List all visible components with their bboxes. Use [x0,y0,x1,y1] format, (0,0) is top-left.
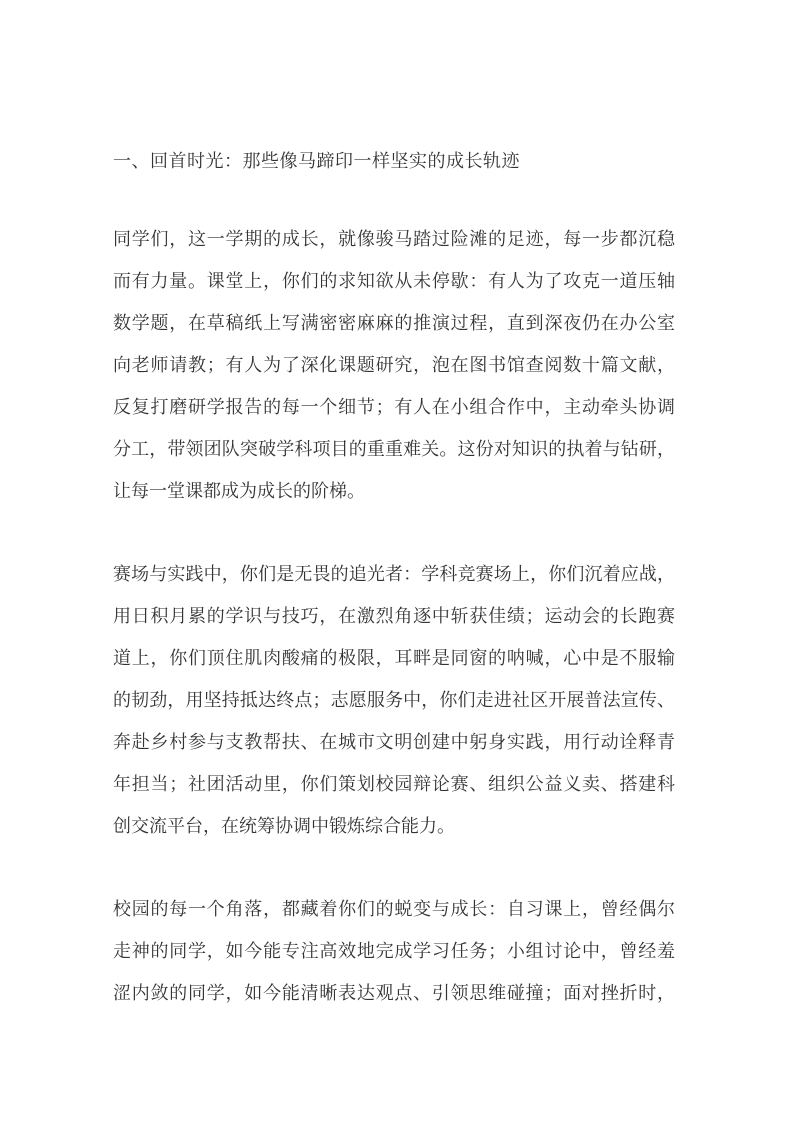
text-line: 奔赴乡村参与支教帮扶、在城市文明创建中躬身实践，用行动诠释青 [113,732,675,752]
text-line: 的韧劲，用坚持抵达终点；志愿服务中，你们走进社区开展普法宣传、 [113,690,675,710]
text-line: 而有力量。课堂上，你们的求知欲从未停歇：有人为了攻克一道压轴 [113,271,675,291]
section-heading: 一、回首时光：那些像马蹄印一样坚实的成长轨迹 [113,151,520,171]
text-line: 反复打磨研学报告的每一个细节；有人在小组合作中，主动牵头协调 [113,397,675,417]
text-line: 走神的同学，如今能专注高效地完成学习任务；小组讨论中，曾经羞 [113,941,675,961]
text-line: 涩内敛的同学，如今能清晰表达观点、引领思维碰撞；面对挫折时， [113,983,675,1003]
text-line: 创交流平台，在统筹协调中锻炼综合能力。 [113,816,455,836]
text-line: 向老师请教；有人为了深化课题研究，泡在图书馆查阅数十篇文献， [113,355,675,375]
text-line: 让每一堂课都成为成长的阶梯。 [113,481,365,501]
text-line: 数学题，在草稿纸上写满密密麻麻的推演过程，直到深夜仍在办公室 [113,313,675,333]
text-line: 赛场与实践中，你们是无畏的追光者：学科竞赛场上，你们沉着应战， [113,564,675,584]
text-line: 年担当；社团活动里，你们策划校园辩论赛、组织公益义卖、搭建科 [113,774,675,794]
text-line: 用日积月累的学识与技巧，在激烈角逐中斩获佳绩；运动会的长跑赛 [113,606,675,626]
text-line: 同学们，这一学期的成长，就像骏马踏过险滩的足迹，每一步都沉稳 [113,229,675,249]
paragraph-3 [113,888,675,1014]
text-line: 分工，带领团队突破学科项目的重重难关。这份对知识的执着与钻研， [113,439,675,459]
paragraph-2 [113,553,675,847]
paragraph-1 [113,218,675,512]
text-line: 道上，你们顶住肌肉酸痛的极限，耳畔是同窗的呐喊，心中是不服输 [113,648,675,668]
text-line: 校园的每一个角落，都藏着你们的蜕变与成长：自习课上，曾经偶尔 [113,899,675,919]
